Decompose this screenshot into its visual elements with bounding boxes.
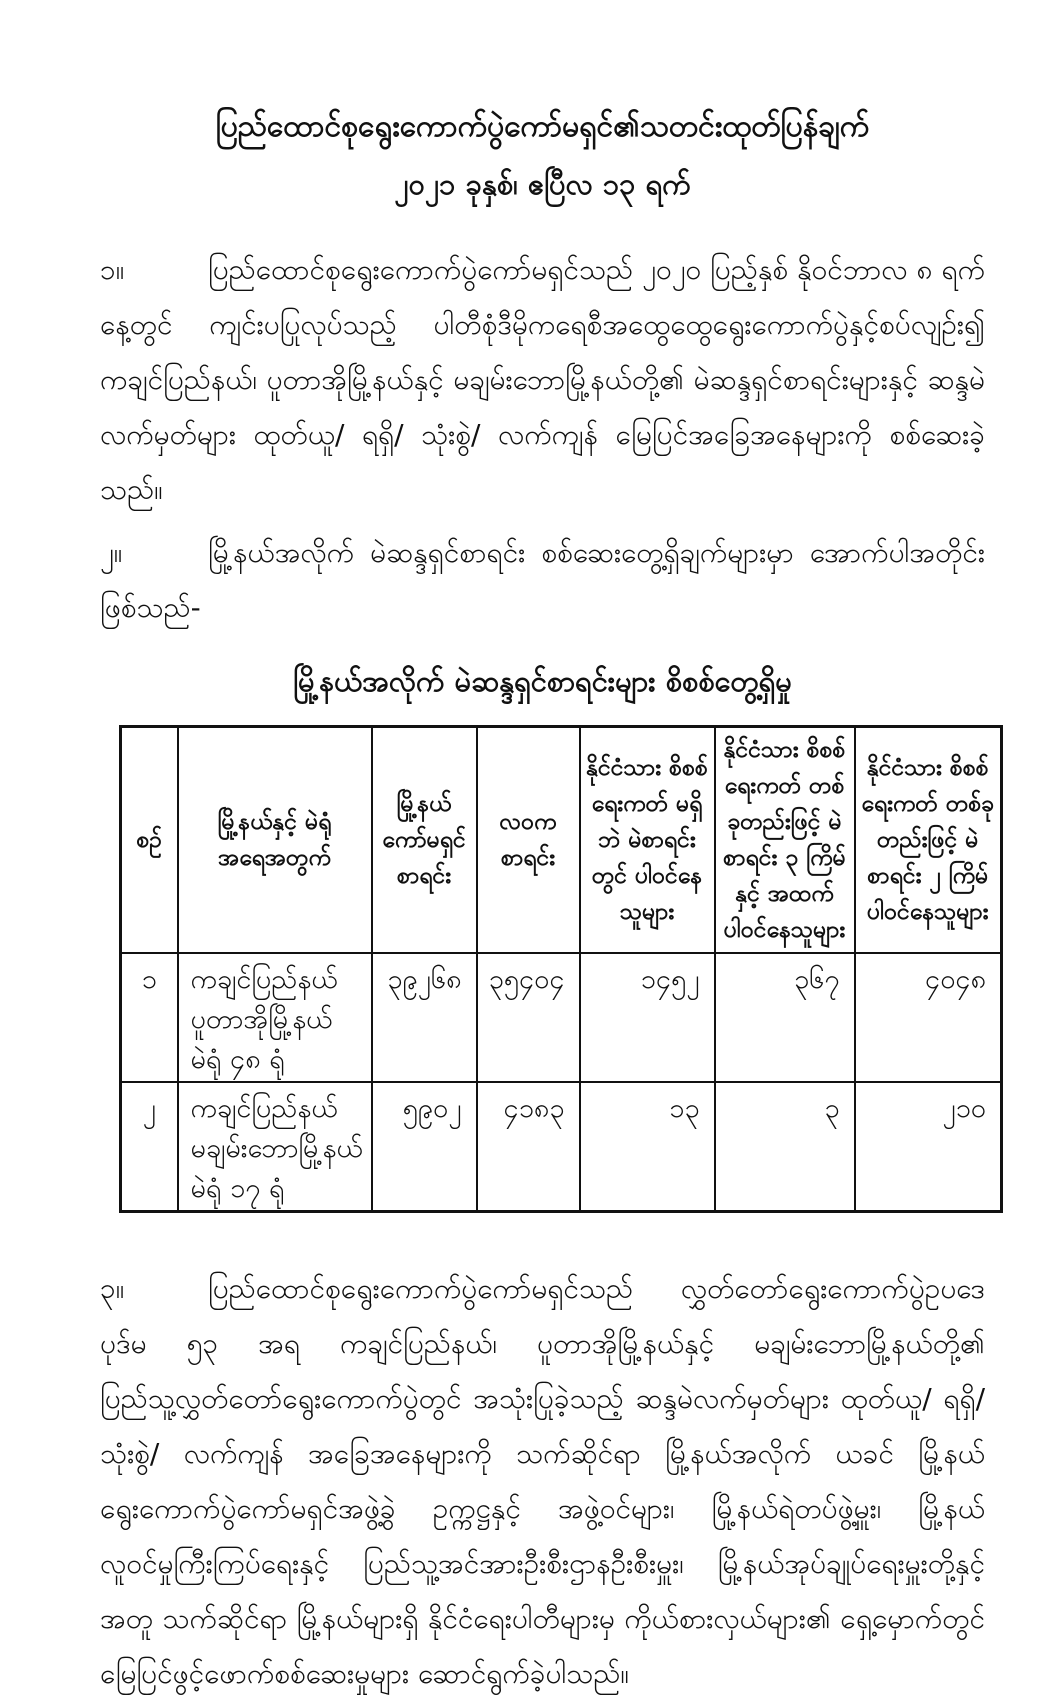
row1-township-line2: ပူတာအိုမြို့နယ်	[190, 1004, 333, 1035]
row1-same-card-3plus: ၃၆၇	[715, 953, 855, 1082]
paragraph-2-number: ၂။	[100, 536, 123, 569]
row2-serial: ၂	[121, 1082, 178, 1212]
row2-commission-list: ၅၉၀၂	[372, 1082, 477, 1212]
table-title: မြို့နယ်အလိုက် မဲဆန္ဒရှင်စာရင်းများ စိစစ်တွေ့ရှိမှု	[293, 664, 792, 698]
header-same-card-2: နိုင်ငံသား စိစစ်ရေးကတ် တစ်ခုတည်းဖြင့် မဲစာရင်း ၂ ကြိမ် ပါဝင်နေသူများ	[855, 727, 1002, 954]
document-date: ၂၀၂၁ ခုနှစ်၊ ဧပြီလ ၁၃ ရက်	[394, 167, 691, 201]
paragraph-1-text: ပြည်ထောင်စုရွေးကောက်ပွဲကော်မရှင်သည် ၂၀၂၀ ပြည့်နှစ် နိုဝင်ဘာလ ၈ ရက်နေ့တွင် ကျင်းပပြုလုပ်သည့် ပါတီစုံဒီမိုကရေစီအထွေထွေရွေးကောက်ပွဲနှင့်စပ်လျဉ်း၍ ကချင်ပြည်နယ်၊ ပူတာအိုမြို့နယ်နှင့် မချမ်းဘောမြို့နယ်တို့၏ မဲဆန္ဒရှင်စာရင်းများနှင့် ဆန္ဒမဲလက်မှတ်များ ထုတ်ယူ/ ရရှိ/ သုံးစွဲ/ လက်ကျန် မြေပြင်အခြေအနေများကို စစ်ဆေးခဲ့သည်။	[100, 253, 985, 506]
paragraph-3	[100, 1261, 985, 1701]
row2-same-card-3plus: ၃	[715, 1082, 855, 1212]
row1-commission-list: ၃၉၂၆၈	[372, 953, 477, 1082]
paragraph-3-text: ပြည်ထောင်စုရွေးကောက်ပွဲကော်မရှင်သည် လွှတ်တော်ရွေးကောက်ပွဲဥပဒေပုဒ်မ ၅၃ အရ ကချင်ပြည်နယ်၊ ပူတာအိုမြို့နယ်နှင့် မချမ်းဘောမြို့နယ်တို့၏ ပြည်သူ့လွှတ်တော်ရွေးကောက်ပွဲတွင် အသုံးပြုခဲ့သည့် ဆန္ဒမဲလက်မှတ်များ ထုတ်ယူ/ ရရှိ/ သုံးစွဲ/ လက်ကျန် အခြေအနေများကို သက်ဆိုင်ရာ မြို့နယ်အလိုက် ယခင် မြို့နယ်ရွေးကောက်ပွဲကော်မရှင်အဖွဲ့ခွဲ ဥက္ကဋ္ဌနှင့် အဖွဲ့ဝင်များ၊ မြို့နယ်ရဲတပ်ဖွဲ့မှူး၊ မြို့နယ်လူဝင်မှုကြီးကြပ်ရေးနှင့် ပြည်သူ့အင်အားဦးစီးဌာနဦးစီးမှူး၊ မြို့နယ်အုပ်ချုပ်ရေးမှူးတို့နှင့်အတူ သက်ဆိုင်ရာ မြို့နယ်များရှိ နိုင်ငံရေးပါတီများမှ ကိုယ်စားလှယ်များ၏ ရှေ့မှောက်တွင် မြေပြင်ဖွင့်ဖောက်စစ်ဆေးမှုများ ဆောင်ရွက်ခဲ့ပါသည်။	[100, 1272, 985, 1690]
table-header-row	[121, 727, 1002, 954]
table-row	[121, 953, 1002, 1082]
table-row	[121, 1082, 1002, 1212]
paragraph-1	[100, 242, 985, 517]
row1-no-card: ၁၄၅၂	[580, 953, 715, 1082]
row1-township	[178, 953, 372, 1082]
paragraph-1-number: ၁။	[100, 253, 125, 286]
row2-township-line1: ကချင်ပြည်နယ်	[190, 1093, 338, 1124]
row2-township-line3: မဲရုံ ၁၇ ရုံ	[190, 1173, 285, 1204]
row1-township-line1: ကချင်ပြည်နယ်	[190, 964, 338, 995]
header-immigration-list: လဝက စာရင်း	[477, 727, 580, 954]
paragraph-2-text: မြို့နယ်အလိုက် မဲဆန္ဒရှင်စာရင်း စစ်ဆေးတွေ့ရှိချက်များမှာ အောက်ပါအတိုင်း ဖြစ်သည်-	[100, 536, 985, 624]
document-title: ပြည်ထောင်စုရွေးကောက်ပွဲကော်မရှင်၏သတင်းထုတ်ပြန်ချက်	[215, 109, 870, 144]
header-serial: စဉ်	[121, 727, 178, 954]
row1-immigration-list: ၃၅၄၀၄	[477, 953, 580, 1082]
paragraph-3-number: ၃။	[100, 1272, 125, 1305]
row1-serial: ၁	[121, 953, 178, 1082]
row2-same-card-2: ၂၁၀	[855, 1082, 1002, 1212]
row2-no-card: ၁၃	[580, 1082, 715, 1212]
header-same-card-3plus: နိုင်ငံသား စိစစ်ရေးကတ် တစ်ခုတည်းဖြင့် မဲစာရင်း ၃ ကြိမ် နှင့် အထက် ပါဝင်နေသူများ	[715, 727, 855, 954]
row2-immigration-list: ၄၁၈၃	[477, 1082, 580, 1212]
row1-same-card-2: ၄၀၄၈	[855, 953, 1002, 1082]
row1-township-line3: မဲရုံ ၄၈ ရုံ	[190, 1044, 285, 1075]
row2-township-line2: မချမ်းဘောမြို့နယ်	[190, 1133, 363, 1164]
header-commission-list: မြို့နယ် ကော်မရှင် စာရင်း	[372, 727, 477, 954]
header-township: မြို့နယ်နှင့် မဲရုံအရေအတွက်	[178, 727, 372, 954]
row2-township	[178, 1082, 372, 1212]
header-no-card: နိုင်ငံသား စိစစ်ရေးကတ် မရှိဘဲ မဲစာရင်းတွင် ပါဝင်နေသူများ	[580, 727, 715, 954]
voter-list-table	[119, 725, 1003, 1213]
paragraph-2	[100, 525, 985, 635]
